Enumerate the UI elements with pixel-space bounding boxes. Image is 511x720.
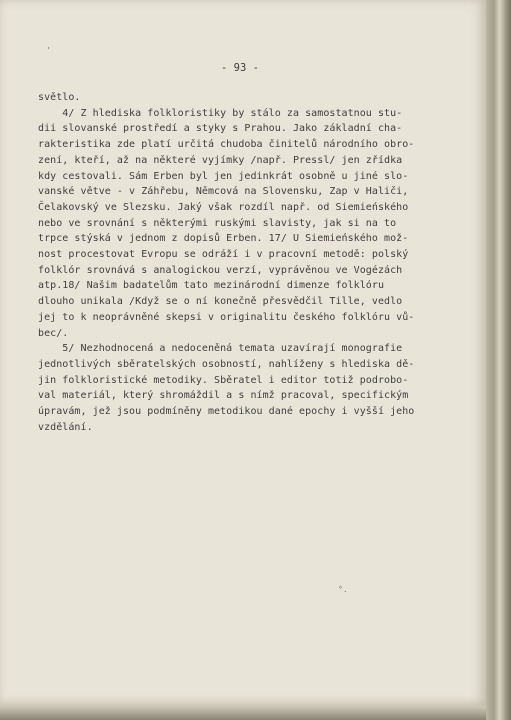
stray-mark: ' xyxy=(46,46,51,55)
page-stack-edge xyxy=(486,0,511,720)
stray-mark: °. xyxy=(338,585,348,594)
text-line: dlouho unikala /Když se o ní konečně přesvědčil Tille, vedlo xyxy=(38,296,403,307)
page-number: - 93 - xyxy=(221,62,259,74)
text-line: jednotlivých sběratelských osobností, nahlíženy s hlediska dě- xyxy=(38,359,415,370)
text-line: folklór srovnává s analogickou verzí, vyprávěnou ve Vogézách xyxy=(38,265,403,276)
text-line: nost procestovat Evropu se odráží i v pracovní metodě: polský xyxy=(38,249,409,260)
text-line: 4/ Z hlediska folkloristiky by stálo za samostatnou stu- xyxy=(38,108,403,119)
text-line: vanské větve - v Záhřebu, Němcová na Slovensku, Zap v Haliči, xyxy=(38,186,409,197)
text-line: bec/. xyxy=(38,328,69,339)
text-line: Čelakovský ve Slezsku. Jaký však rozdíl např. od Siemieńského xyxy=(38,202,409,213)
text-line: 5/ Nezhodnocená a nedoceněná temata uzavírají monografie xyxy=(38,343,403,354)
text-line: vzdělání. xyxy=(38,422,93,433)
text-line: dii slovanské prostředí a styky s Prahou. Jako základní cha- xyxy=(38,123,403,134)
text-line: světlo. xyxy=(38,92,81,103)
text-line: val materiál, který shromáždil a s nímž pracoval, specifickým xyxy=(38,390,409,401)
page-bottom-shadow xyxy=(0,706,486,720)
text-line: jin folkloristické metodiky. Sběratel i editor totiž podrobo- xyxy=(38,375,409,386)
text-line: zení, kteří, až na některé vyjímky /např. Pressl/ jen zřídka xyxy=(38,155,403,166)
text-line: jej to k neoprávněné skepsi v originalitu českého folklóru vů- xyxy=(38,312,415,323)
text-line: trpce stýská v jednom z dopisů Erben. 17/ U Siemieńského mož- xyxy=(38,233,409,244)
text-line: rakteristika zde platí určitá chudoba činitelů národního obro- xyxy=(38,139,415,150)
text-line: úpravám, jež jsou podmíněny metodikou dané epochy i vyšší jeho xyxy=(38,406,415,417)
text-line: kdy cestovali. Sám Erben byl jen jedinkrát osobně u jiné slo- xyxy=(38,171,409,182)
text-line: nebo ve srovnání s některými ruskými slavisty, jak si na to xyxy=(38,218,397,229)
text-line: atp.18/ Našim badatelům tato mezinárodní dimenze folklóru xyxy=(38,280,385,291)
